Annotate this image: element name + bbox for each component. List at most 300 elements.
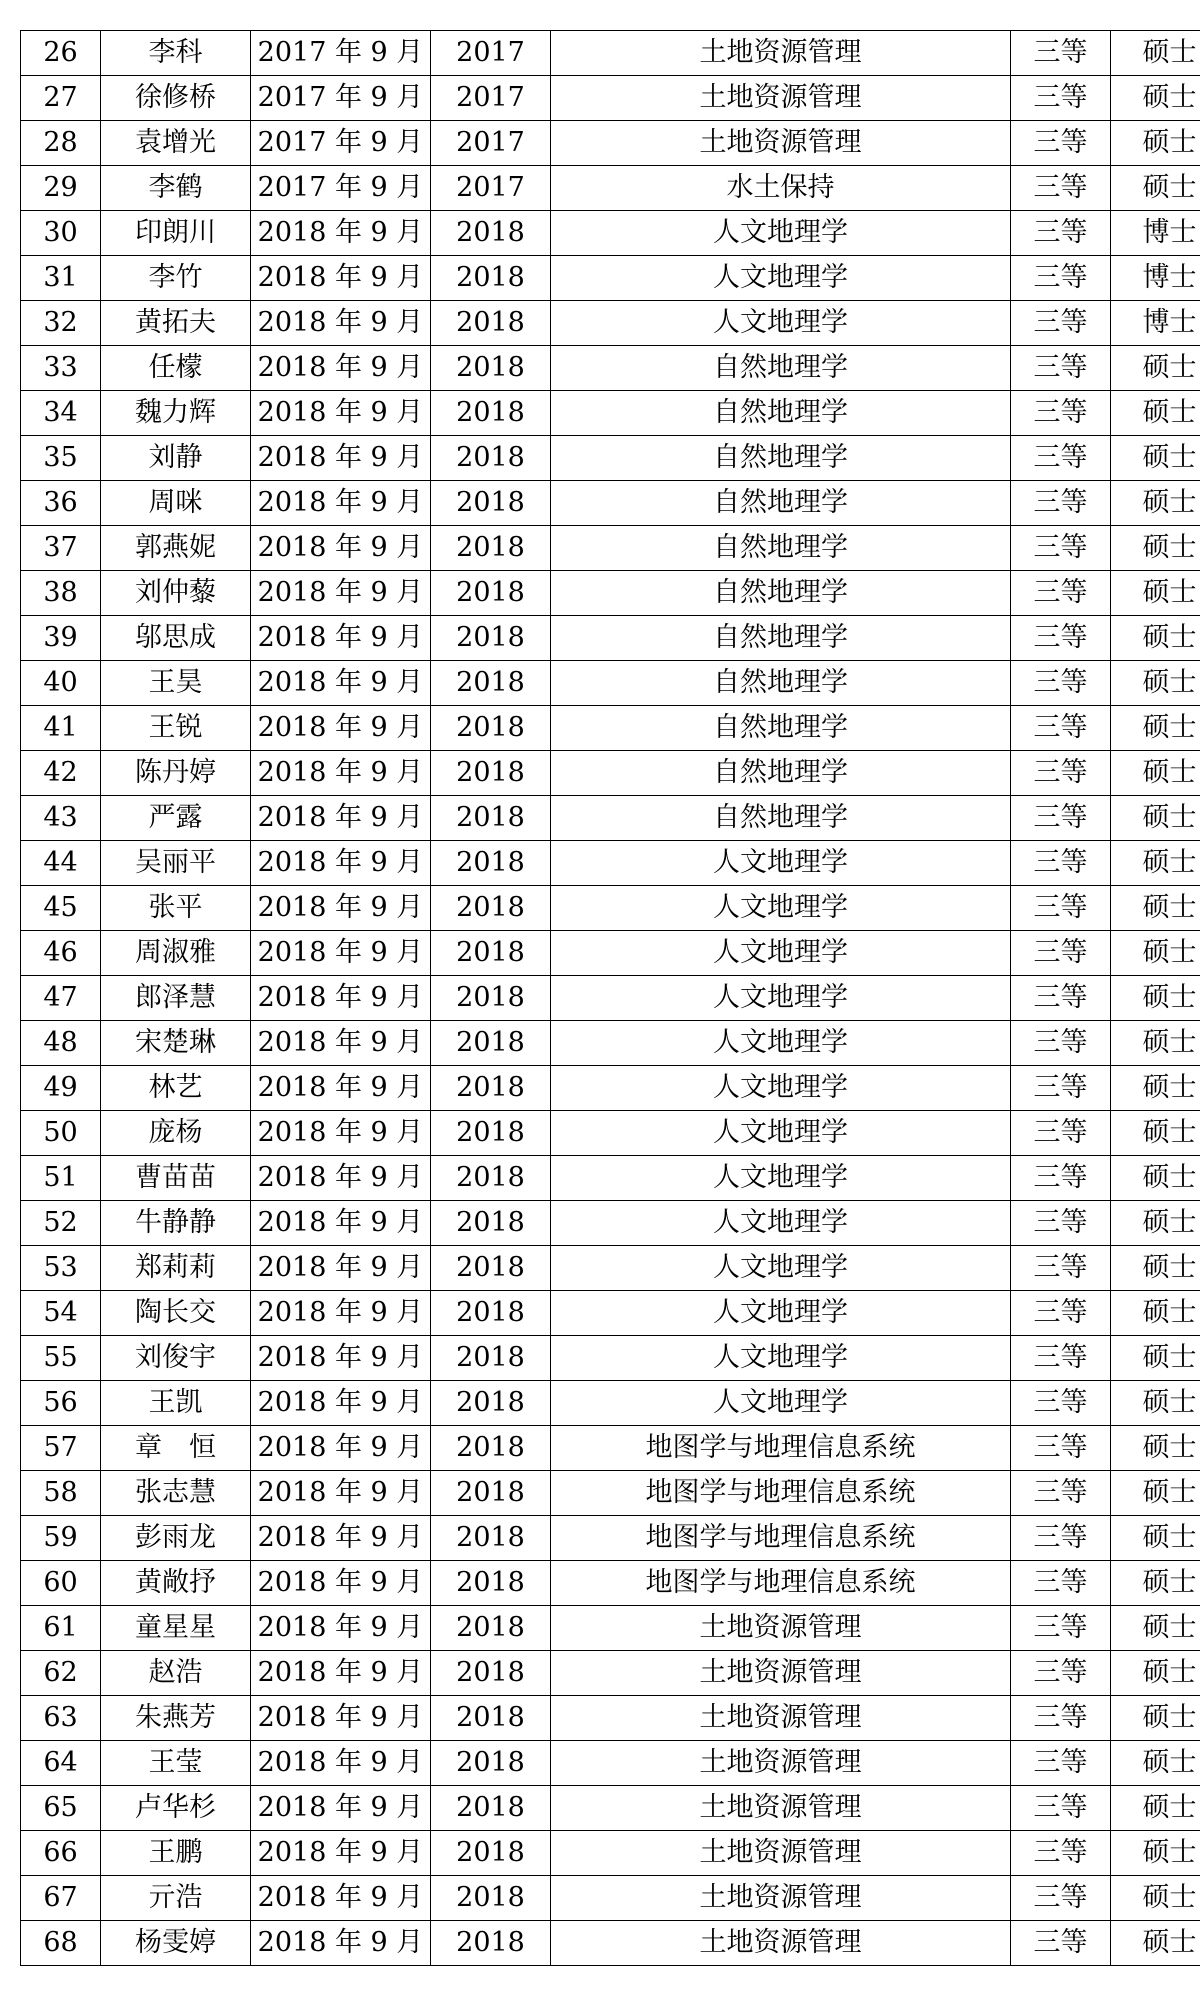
enrollment-date-cell: 2018 年 9 月: [251, 481, 431, 526]
table-row: [21, 1606, 1200, 1651]
table-row: [21, 706, 1200, 751]
major-cell: 人文地理学: [551, 211, 1011, 256]
table-row: [21, 1696, 1200, 1741]
table-row: [21, 1066, 1200, 1111]
enrollment-date-cell: 2018 年 9 月: [251, 211, 431, 256]
enrollment-date-cell: 2018 年 9 月: [251, 931, 431, 976]
student-name-cell: 徐修桥: [101, 76, 251, 121]
enrollment-date-cell: 2018 年 9 月: [251, 1741, 431, 1786]
student-name-cell: 李竹: [101, 256, 251, 301]
student-name-cell: 印朗川: [101, 211, 251, 256]
award-level-cell: 三等: [1011, 1426, 1111, 1471]
degree-type-cell: 硕士: [1111, 31, 1200, 76]
award-level-cell: 三等: [1011, 1066, 1111, 1111]
award-level-cell: 三等: [1011, 706, 1111, 751]
table-row: [21, 1021, 1200, 1066]
student-name-cell: 林艺: [101, 1066, 251, 1111]
major-cell: 人文地理学: [551, 1156, 1011, 1201]
degree-type-cell: 硕士: [1111, 1111, 1200, 1156]
row-number-cell: 35: [21, 436, 101, 481]
grade-year-cell: 2018: [431, 1246, 551, 1291]
grade-year-cell: 2018: [431, 886, 551, 931]
grade-year-cell: 2018: [431, 256, 551, 301]
row-number-cell: 46: [21, 931, 101, 976]
table-row: [21, 1426, 1200, 1471]
degree-type-cell: 硕士: [1111, 1696, 1200, 1741]
grade-year-cell: 2017: [431, 31, 551, 76]
major-cell: 土地资源管理: [551, 121, 1011, 166]
table-row: [21, 796, 1200, 841]
degree-type-cell: 硕士: [1111, 346, 1200, 391]
award-level-cell: 三等: [1011, 1786, 1111, 1831]
major-cell: 自然地理学: [551, 706, 1011, 751]
student-name-cell: 张平: [101, 886, 251, 931]
grade-year-cell: 2018: [431, 1426, 551, 1471]
enrollment-date-cell: 2018 年 9 月: [251, 1696, 431, 1741]
enrollment-date-cell: 2018 年 9 月: [251, 1201, 431, 1246]
major-cell: 自然地理学: [551, 751, 1011, 796]
row-number-cell: 51: [21, 1156, 101, 1201]
major-cell: 土地资源管理: [551, 1651, 1011, 1696]
major-cell: 地图学与地理信息系统: [551, 1561, 1011, 1606]
enrollment-date-cell: 2018 年 9 月: [251, 256, 431, 301]
award-level-cell: 三等: [1011, 1741, 1111, 1786]
student-name-cell: 王莹: [101, 1741, 251, 1786]
award-level-cell: 三等: [1011, 1201, 1111, 1246]
award-level-cell: 三等: [1011, 391, 1111, 436]
student-name-cell: 黄拓夫: [101, 301, 251, 346]
row-number-cell: 30: [21, 211, 101, 256]
row-number-cell: 59: [21, 1516, 101, 1561]
award-level-cell: 三等: [1011, 76, 1111, 121]
grade-year-cell: 2018: [431, 391, 551, 436]
degree-type-cell: 硕士: [1111, 796, 1200, 841]
degree-type-cell: 硕士: [1111, 1561, 1200, 1606]
student-name-cell: 曹苗苗: [101, 1156, 251, 1201]
grade-year-cell: 2018: [431, 1111, 551, 1156]
enrollment-date-cell: 2018 年 9 月: [251, 391, 431, 436]
table-row: [21, 346, 1200, 391]
enrollment-date-cell: 2018 年 9 月: [251, 1876, 431, 1921]
student-name-cell: 陶长交: [101, 1291, 251, 1336]
degree-type-cell: 硕士: [1111, 76, 1200, 121]
table-row: [21, 1831, 1200, 1876]
row-number-cell: 28: [21, 121, 101, 166]
row-number-cell: 66: [21, 1831, 101, 1876]
grade-year-cell: 2018: [431, 211, 551, 256]
enrollment-date-cell: 2017 年 9 月: [251, 76, 431, 121]
award-level-cell: 三等: [1011, 1561, 1111, 1606]
major-cell: 自然地理学: [551, 526, 1011, 571]
major-cell: 人文地理学: [551, 931, 1011, 976]
major-cell: 人文地理学: [551, 1021, 1011, 1066]
degree-type-cell: 硕士: [1111, 391, 1200, 436]
major-cell: 土地资源管理: [551, 1921, 1011, 1966]
grade-year-cell: 2018: [431, 1921, 551, 1966]
degree-type-cell: 硕士: [1111, 931, 1200, 976]
grade-year-cell: 2018: [431, 346, 551, 391]
enrollment-date-cell: 2018 年 9 月: [251, 1516, 431, 1561]
grade-year-cell: 2018: [431, 751, 551, 796]
major-cell: 地图学与地理信息系统: [551, 1426, 1011, 1471]
grade-year-cell: 2018: [431, 1471, 551, 1516]
row-number-cell: 60: [21, 1561, 101, 1606]
degree-type-cell: 硕士: [1111, 1741, 1200, 1786]
row-number-cell: 68: [21, 1921, 101, 1966]
student-name-cell: 魏力辉: [101, 391, 251, 436]
table-row: [21, 1336, 1200, 1381]
row-number-cell: 53: [21, 1246, 101, 1291]
grade-year-cell: 2018: [431, 1066, 551, 1111]
degree-type-cell: 硕士: [1111, 1156, 1200, 1201]
enrollment-date-cell: 2018 年 9 月: [251, 886, 431, 931]
degree-type-cell: 硕士: [1111, 121, 1200, 166]
table-row: [21, 166, 1200, 211]
row-number-cell: 56: [21, 1381, 101, 1426]
grade-year-cell: 2018: [431, 1156, 551, 1201]
grade-year-cell: 2018: [431, 1516, 551, 1561]
row-number-cell: 38: [21, 571, 101, 616]
award-level-cell: 三等: [1011, 1246, 1111, 1291]
student-name-cell: 赵浩: [101, 1651, 251, 1696]
row-number-cell: 32: [21, 301, 101, 346]
degree-type-cell: 硕士: [1111, 1876, 1200, 1921]
enrollment-date-cell: 2018 年 9 月: [251, 436, 431, 481]
award-level-cell: 三等: [1011, 1606, 1111, 1651]
table-row: [21, 481, 1200, 526]
grade-year-cell: 2018: [431, 661, 551, 706]
row-number-cell: 47: [21, 976, 101, 1021]
row-number-cell: 40: [21, 661, 101, 706]
student-name-cell: 刘俊宇: [101, 1336, 251, 1381]
grade-year-cell: 2018: [431, 841, 551, 886]
table-row: [21, 886, 1200, 931]
award-level-cell: 三等: [1011, 436, 1111, 481]
award-level-cell: 三等: [1011, 166, 1111, 211]
grade-year-cell: 2018: [431, 796, 551, 841]
row-number-cell: 55: [21, 1336, 101, 1381]
student-name-cell: 王昊: [101, 661, 251, 706]
degree-type-cell: 博士: [1111, 256, 1200, 301]
grade-year-cell: 2018: [431, 931, 551, 976]
enrollment-date-cell: 2018 年 9 月: [251, 1786, 431, 1831]
major-cell: 地图学与地理信息系统: [551, 1471, 1011, 1516]
table-row: [21, 1651, 1200, 1696]
award-level-cell: 三等: [1011, 1696, 1111, 1741]
row-number-cell: 41: [21, 706, 101, 751]
grade-year-cell: 2018: [431, 1021, 551, 1066]
award-level-cell: 三等: [1011, 211, 1111, 256]
major-cell: 自然地理学: [551, 481, 1011, 526]
enrollment-date-cell: 2018 年 9 月: [251, 1831, 431, 1876]
degree-type-cell: 硕士: [1111, 1246, 1200, 1291]
degree-type-cell: 硕士: [1111, 1606, 1200, 1651]
award-level-cell: 三等: [1011, 1516, 1111, 1561]
enrollment-date-cell: 2018 年 9 月: [251, 1246, 431, 1291]
grade-year-cell: 2018: [431, 526, 551, 571]
award-level-cell: 三等: [1011, 1336, 1111, 1381]
table-row: [21, 931, 1200, 976]
row-number-cell: 49: [21, 1066, 101, 1111]
grade-year-cell: 2018: [431, 1876, 551, 1921]
row-number-cell: 63: [21, 1696, 101, 1741]
major-cell: 人文地理学: [551, 1066, 1011, 1111]
student-name-cell: 吴丽平: [101, 841, 251, 886]
student-name-cell: 张志慧: [101, 1471, 251, 1516]
degree-type-cell: 硕士: [1111, 1426, 1200, 1471]
student-name-cell: 童星星: [101, 1606, 251, 1651]
degree-type-cell: 硕士: [1111, 1336, 1200, 1381]
table-row: [21, 1381, 1200, 1426]
enrollment-date-cell: 2017 年 9 月: [251, 31, 431, 76]
grade-year-cell: 2018: [431, 436, 551, 481]
scholarship-table: [20, 30, 1200, 1966]
major-cell: 土地资源管理: [551, 1786, 1011, 1831]
award-level-cell: 三等: [1011, 1471, 1111, 1516]
table-row: [21, 31, 1200, 76]
award-level-cell: 三等: [1011, 481, 1111, 526]
major-cell: 土地资源管理: [551, 1696, 1011, 1741]
degree-type-cell: 硕士: [1111, 1291, 1200, 1336]
major-cell: 人文地理学: [551, 1336, 1011, 1381]
student-name-cell: 王锐: [101, 706, 251, 751]
major-cell: 人文地理学: [551, 976, 1011, 1021]
grade-year-cell: 2018: [431, 1696, 551, 1741]
table-row: [21, 1741, 1200, 1786]
award-level-cell: 三等: [1011, 1381, 1111, 1426]
degree-type-cell: 硕士: [1111, 526, 1200, 571]
award-level-cell: 三等: [1011, 1651, 1111, 1696]
award-level-cell: 三等: [1011, 751, 1111, 796]
major-cell: 土地资源管理: [551, 76, 1011, 121]
major-cell: 自然地理学: [551, 346, 1011, 391]
enrollment-date-cell: 2018 年 9 月: [251, 1111, 431, 1156]
enrollment-date-cell: 2018 年 9 月: [251, 1606, 431, 1651]
award-level-cell: 三等: [1011, 1291, 1111, 1336]
award-level-cell: 三等: [1011, 256, 1111, 301]
major-cell: 自然地理学: [551, 436, 1011, 481]
table-row: [21, 526, 1200, 571]
student-name-cell: 邬思成: [101, 616, 251, 661]
enrollment-date-cell: 2018 年 9 月: [251, 1336, 431, 1381]
grade-year-cell: 2018: [431, 1606, 551, 1651]
table-row: [21, 76, 1200, 121]
enrollment-date-cell: 2018 年 9 月: [251, 841, 431, 886]
enrollment-date-cell: 2017 年 9 月: [251, 121, 431, 166]
student-name-cell: 郑莉莉: [101, 1246, 251, 1291]
grade-year-cell: 2018: [431, 1336, 551, 1381]
grade-year-cell: 2018: [431, 1291, 551, 1336]
grade-year-cell: 2018: [431, 1561, 551, 1606]
table-row: [21, 391, 1200, 436]
table-row: [21, 1111, 1200, 1156]
row-number-cell: 45: [21, 886, 101, 931]
degree-type-cell: 硕士: [1111, 616, 1200, 661]
major-cell: 土地资源管理: [551, 31, 1011, 76]
student-name-cell: 章 恒: [101, 1426, 251, 1471]
award-level-cell: 三等: [1011, 931, 1111, 976]
table-row: [21, 1246, 1200, 1291]
table-row: [21, 1921, 1200, 1966]
award-level-cell: 三等: [1011, 976, 1111, 1021]
degree-type-cell: 硕士: [1111, 1516, 1200, 1561]
student-name-cell: 牛静静: [101, 1201, 251, 1246]
grade-year-cell: 2018: [431, 301, 551, 346]
degree-type-cell: 硕士: [1111, 1651, 1200, 1696]
award-level-cell: 三等: [1011, 1156, 1111, 1201]
grade-year-cell: 2018: [431, 1651, 551, 1696]
row-number-cell: 65: [21, 1786, 101, 1831]
student-name-cell: 刘仲藜: [101, 571, 251, 616]
enrollment-date-cell: 2018 年 9 月: [251, 1651, 431, 1696]
student-name-cell: 彭雨龙: [101, 1516, 251, 1561]
degree-type-cell: 硕士: [1111, 841, 1200, 886]
major-cell: 人文地理学: [551, 1381, 1011, 1426]
degree-type-cell: 硕士: [1111, 886, 1200, 931]
row-number-cell: 64: [21, 1741, 101, 1786]
enrollment-date-cell: 2018 年 9 月: [251, 661, 431, 706]
table-row: [21, 1786, 1200, 1831]
enrollment-date-cell: 2018 年 9 月: [251, 1921, 431, 1966]
major-cell: 土地资源管理: [551, 1741, 1011, 1786]
degree-type-cell: 硕士: [1111, 1201, 1200, 1246]
student-name-cell: 黄敞抒: [101, 1561, 251, 1606]
major-cell: 人文地理学: [551, 1201, 1011, 1246]
table-row: [21, 841, 1200, 886]
degree-type-cell: 硕士: [1111, 1921, 1200, 1966]
table-row: [21, 301, 1200, 346]
row-number-cell: 58: [21, 1471, 101, 1516]
enrollment-date-cell: 2018 年 9 月: [251, 346, 431, 391]
enrollment-date-cell: 2018 年 9 月: [251, 1561, 431, 1606]
degree-type-cell: 硕士: [1111, 661, 1200, 706]
student-name-cell: 王鹏: [101, 1831, 251, 1876]
enrollment-date-cell: 2018 年 9 月: [251, 571, 431, 616]
grade-year-cell: 2017: [431, 121, 551, 166]
grade-year-cell: 2018: [431, 1381, 551, 1426]
grade-year-cell: 2018: [431, 616, 551, 661]
table-row: [21, 1291, 1200, 1336]
table-row: [21, 1156, 1200, 1201]
degree-type-cell: 博士: [1111, 211, 1200, 256]
row-number-cell: 50: [21, 1111, 101, 1156]
grade-year-cell: 2018: [431, 1741, 551, 1786]
student-name-cell: 陈丹婷: [101, 751, 251, 796]
enrollment-date-cell: 2018 年 9 月: [251, 526, 431, 571]
enrollment-date-cell: 2018 年 9 月: [251, 1291, 431, 1336]
degree-type-cell: 硕士: [1111, 1471, 1200, 1516]
award-level-cell: 三等: [1011, 1921, 1111, 1966]
grade-year-cell: 2018: [431, 1786, 551, 1831]
enrollment-date-cell: 2018 年 9 月: [251, 1066, 431, 1111]
award-level-cell: 三等: [1011, 1876, 1111, 1921]
award-level-cell: 三等: [1011, 346, 1111, 391]
table-row: [21, 1516, 1200, 1561]
row-number-cell: 33: [21, 346, 101, 391]
enrollment-date-cell: 2018 年 9 月: [251, 976, 431, 1021]
degree-type-cell: 硕士: [1111, 166, 1200, 211]
enrollment-date-cell: 2018 年 9 月: [251, 751, 431, 796]
enrollment-date-cell: 2018 年 9 月: [251, 301, 431, 346]
row-number-cell: 34: [21, 391, 101, 436]
document-page: [20, 30, 1197, 1966]
student-name-cell: 宋楚琳: [101, 1021, 251, 1066]
row-number-cell: 27: [21, 76, 101, 121]
row-number-cell: 43: [21, 796, 101, 841]
award-level-cell: 三等: [1011, 1111, 1111, 1156]
award-level-cell: 三等: [1011, 526, 1111, 571]
student-name-cell: 周咪: [101, 481, 251, 526]
award-level-cell: 三等: [1011, 121, 1111, 166]
table-row: [21, 616, 1200, 661]
award-level-cell: 三等: [1011, 1831, 1111, 1876]
row-number-cell: 67: [21, 1876, 101, 1921]
table-row: [21, 121, 1200, 166]
degree-type-cell: 博士: [1111, 301, 1200, 346]
enrollment-date-cell: 2018 年 9 月: [251, 1156, 431, 1201]
row-number-cell: 52: [21, 1201, 101, 1246]
enrollment-date-cell: 2018 年 9 月: [251, 616, 431, 661]
grade-year-cell: 2018: [431, 1831, 551, 1876]
table-row: [21, 256, 1200, 301]
row-number-cell: 26: [21, 31, 101, 76]
student-name-cell: 李鹤: [101, 166, 251, 211]
award-level-cell: 三等: [1011, 796, 1111, 841]
major-cell: 人文地理学: [551, 301, 1011, 346]
degree-type-cell: 硕士: [1111, 436, 1200, 481]
enrollment-date-cell: 2018 年 9 月: [251, 796, 431, 841]
table-row: [21, 1561, 1200, 1606]
degree-type-cell: 硕士: [1111, 976, 1200, 1021]
table-row: [21, 976, 1200, 1021]
table-row: [21, 1471, 1200, 1516]
grade-year-cell: 2018: [431, 976, 551, 1021]
student-name-cell: 杨雯婷: [101, 1921, 251, 1966]
award-level-cell: 三等: [1011, 661, 1111, 706]
student-name-cell: 亓浩: [101, 1876, 251, 1921]
enrollment-date-cell: 2018 年 9 月: [251, 706, 431, 751]
enrollment-date-cell: 2018 年 9 月: [251, 1021, 431, 1066]
row-number-cell: 36: [21, 481, 101, 526]
award-level-cell: 三等: [1011, 616, 1111, 661]
grade-year-cell: 2018: [431, 481, 551, 526]
major-cell: 自然地理学: [551, 571, 1011, 616]
degree-type-cell: 硕士: [1111, 571, 1200, 616]
enrollment-date-cell: 2018 年 9 月: [251, 1381, 431, 1426]
degree-type-cell: 硕士: [1111, 1381, 1200, 1426]
degree-type-cell: 硕士: [1111, 1021, 1200, 1066]
student-name-cell: 严露: [101, 796, 251, 841]
award-level-cell: 三等: [1011, 886, 1111, 931]
row-number-cell: 57: [21, 1426, 101, 1471]
award-level-cell: 三等: [1011, 571, 1111, 616]
grade-year-cell: 2017: [431, 166, 551, 211]
student-name-cell: 庞杨: [101, 1111, 251, 1156]
row-number-cell: 29: [21, 166, 101, 211]
student-name-cell: 卢华杉: [101, 1786, 251, 1831]
award-level-cell: 三等: [1011, 301, 1111, 346]
student-name-cell: 袁增光: [101, 121, 251, 166]
table-row: [21, 1876, 1200, 1921]
row-number-cell: 44: [21, 841, 101, 886]
table-row: [21, 1201, 1200, 1246]
major-cell: 自然地理学: [551, 616, 1011, 661]
major-cell: 人文地理学: [551, 841, 1011, 886]
grade-year-cell: 2018: [431, 571, 551, 616]
student-name-cell: 郭燕妮: [101, 526, 251, 571]
major-cell: 人文地理学: [551, 256, 1011, 301]
row-number-cell: 61: [21, 1606, 101, 1651]
